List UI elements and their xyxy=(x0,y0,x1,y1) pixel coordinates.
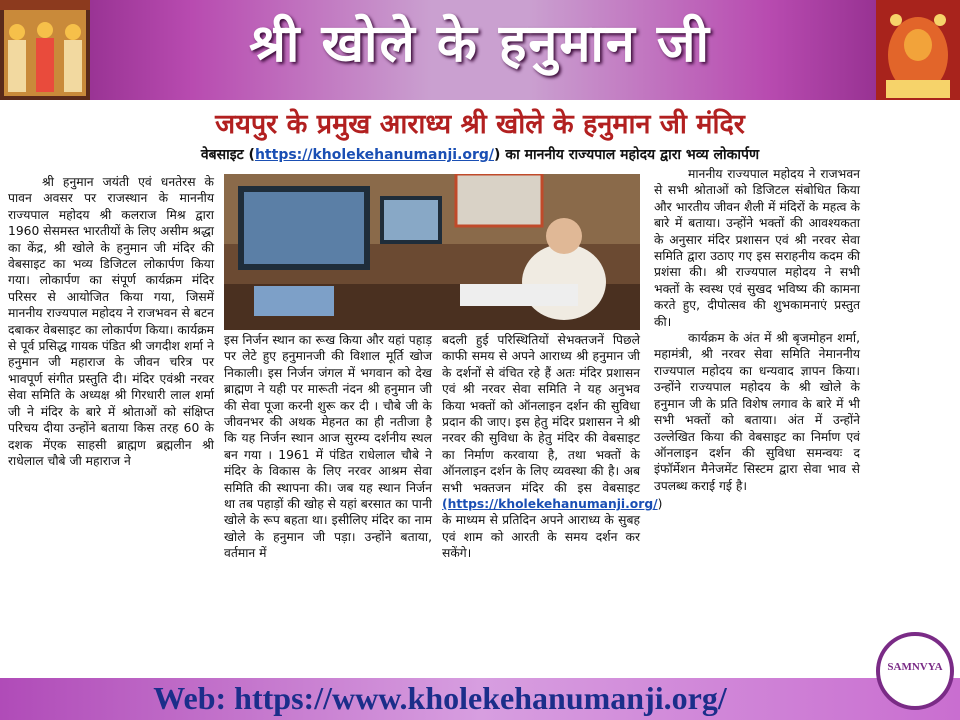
column-4-paragraph-1: माननीय राज्यपाल महोदय ने राजभवन से सभी श्रोताओं को डिजिटल संबोधित किया और भारतीय जीवन शैली में मंदिरों के महत्व के बारे में बताया। उन्होंने भक्तों की आवश्यकता के अनुसार मंदिर प्रशासन एवं श्री नरवर सेवा समिति द्वारा उठाए गए इस सराहनीय कदम की प्रशंसा की। श्री राज्यपाल महोदय ने सभी भक्तों के स्वस्थ एवं सुखद भविष्य की कामना करते हुए, दीपोत्सव की शुभकामनाएं प्रस्तुत की। xyxy=(654,167,860,329)
article-subheadline xyxy=(0,145,960,164)
footer-website[interactable]: Web: https://www.kholekehanumanji.org/ xyxy=(153,680,727,716)
subline-website-link[interactable]: https://kholekehanumanji.org/ xyxy=(254,147,495,163)
article-column-1 xyxy=(8,174,214,469)
event-photo xyxy=(224,174,640,330)
temple-deities-illustration xyxy=(0,0,90,100)
banner-title: श्री खोले के हनुमान जी xyxy=(249,14,711,74)
temple-deities-photo-left xyxy=(0,0,90,100)
column-3-text-1: बदली हुई परिस्थितियों सेभक्तजनें पिछले काफी समय से अपने आराध्य श्री हनुमान जी के दर्शनों से वंचित रहे हैं अतः मंदिर प्रशासन एवं श्री नरवर सेवा समिति ने यह अनुभव किया भक्तों को ऑनलाइन दर्शन की सुविधा प्रदान की जाए। इस हेतु मंदिर प्रशासन ने श्री नरवर की सुविधा के हेतु मंदिर की वेबसाइट का निर्माण करवाया है, तथा भक्तों के ऑनलाइन दर्शन के लिए व्यवस्था की है। अब सभी भक्तजन मंदिर की इस वेबसाइट xyxy=(442,333,640,495)
subline-suffix: ) का माननीय राज्यपाल महोदय द्वारा भव्य लोकार्पण xyxy=(494,147,760,163)
column-3-text-2: ) के माध्यम से प्रतिदिन अपने आराध्य के सुबह एवं शाम को आरती के समय दर्शन कर सकेंगे। xyxy=(442,497,663,561)
column-2-paragraph: इस निर्जन स्थान का रूख किया और यहां पहाड़ पर लेटे हुए हनुमानजी की विशाल मूर्ति खोज निकाली। इस निर्जन जंगल में भगवान को देख ब्राह्मण ने यही पर मारूती नंदन श्री हनुमान जी की सेवा पूजा करनी शुरू कर दी । चौबे जी के जीवनभर की अथक मेहनत का ही नतीजा है कि यह निर्जन स्थान आज सुरम्य दर्शनीय स्थल बन गया । 1961 में पंडित राधेलाल चौबे ने मंदिर के विकास के लिए नरवर आश्रम सेवा समिति की स्थापना की। जब यह स्थान निर्जन था तब पहाड़ों की खोह से यहां बरसात का पानी खोले के रूप बहता था। इसीलिए मंदिर का नाम खोले के हनुमान जी पड़ा। उन्होंने बताया, वर्तमान में xyxy=(224,333,432,561)
footer-bar xyxy=(0,678,960,720)
column-3-paragraph xyxy=(442,332,663,562)
logo-text: SAMNVYA xyxy=(887,661,943,673)
governor-video-conference-illustration xyxy=(224,174,640,330)
column-4-paragraph-2: कार्यक्रम के अंत में श्री बृजमोहन शर्मा, महामंत्री, श्री नरवर सेवा समिति नेमाननीय राज्यपाल महोदय का धन्यवाद ज्ञापन किया। उन्होंने राज्यपाल महोदय के श्री खोले के हनुमान जी के प्रति विशेष लगाव के बारे में भी सभी भक्तों को बताया। अंत में उन्होंने उल्लेखित किया की वेबसाइट का निर्माण एवं ऑनलाइन दर्शन की सुविधा समन्वयः द इंफॉर्मेशन मैनेजमेंट सिस्टम द्वारा सेवा भाव से उपलब्ध कराई गई है। xyxy=(654,331,860,493)
column-3-website-link[interactable]: (https://kholekehanumanji.org/ xyxy=(442,497,658,512)
article-column-3 xyxy=(442,332,663,562)
article-column-4 xyxy=(654,166,860,494)
article-column-2 xyxy=(224,332,432,562)
subline-prefix: वेबसाइट ( xyxy=(200,147,255,163)
column-1-paragraph: श्री हनुमान जयंती एवं धनतेरस के पावन अवसर पर राजस्थान के माननीय राज्यपाल महोदय श्री कलराज मिश्र द्वारा 1960 सेसमस्त भारतीयों के लिए असीम श्रद्धा का केंद्र, श्री खोले के हनुमान जी मंदिर की वेबसाइट का भव्य डिजिटल लोकार्पण किया गया। लोकार्पण का संपूर्ण कार्यक्रम मंदिर परिसर से आयोजित किया गया, जिसमें माननीय राज्यपाल महोदय ने राजभवन से बटन दबाकर वेबसाइट का लोकार्पण किया। कार्यक्रम से पूर्व प्रसिद्ध गायक पंडित श्री जगदीश शर्मा ने हनुमान जी महाराज के जीवन चरित्र पर भावपूर्ण संगीत प्रस्तुति दी। मंदिर एवंश्री नरवर सेवा समिति के अध्यक्ष श्री गिरधारी लाल शर्मा जी ने मंदिर के बारे में श्रोताओं को संक्षिप्त परिचय दीया उन्होंने बताया किस तरह 60 के दशक मेंएक साहसी ब्राह्मण ब्रह्मलीन श्री राधेलाल चौबे जी महाराज ने xyxy=(8,175,214,468)
hanuman-idol-photo-right xyxy=(876,0,960,100)
hanuman-idol-illustration xyxy=(876,0,960,100)
header-banner xyxy=(0,0,960,100)
samnvya-logo xyxy=(876,632,954,710)
article-headline: जयपुर के प्रमुख आराध्य श्री खोले के हनुमान जी मंदिर xyxy=(215,109,745,140)
